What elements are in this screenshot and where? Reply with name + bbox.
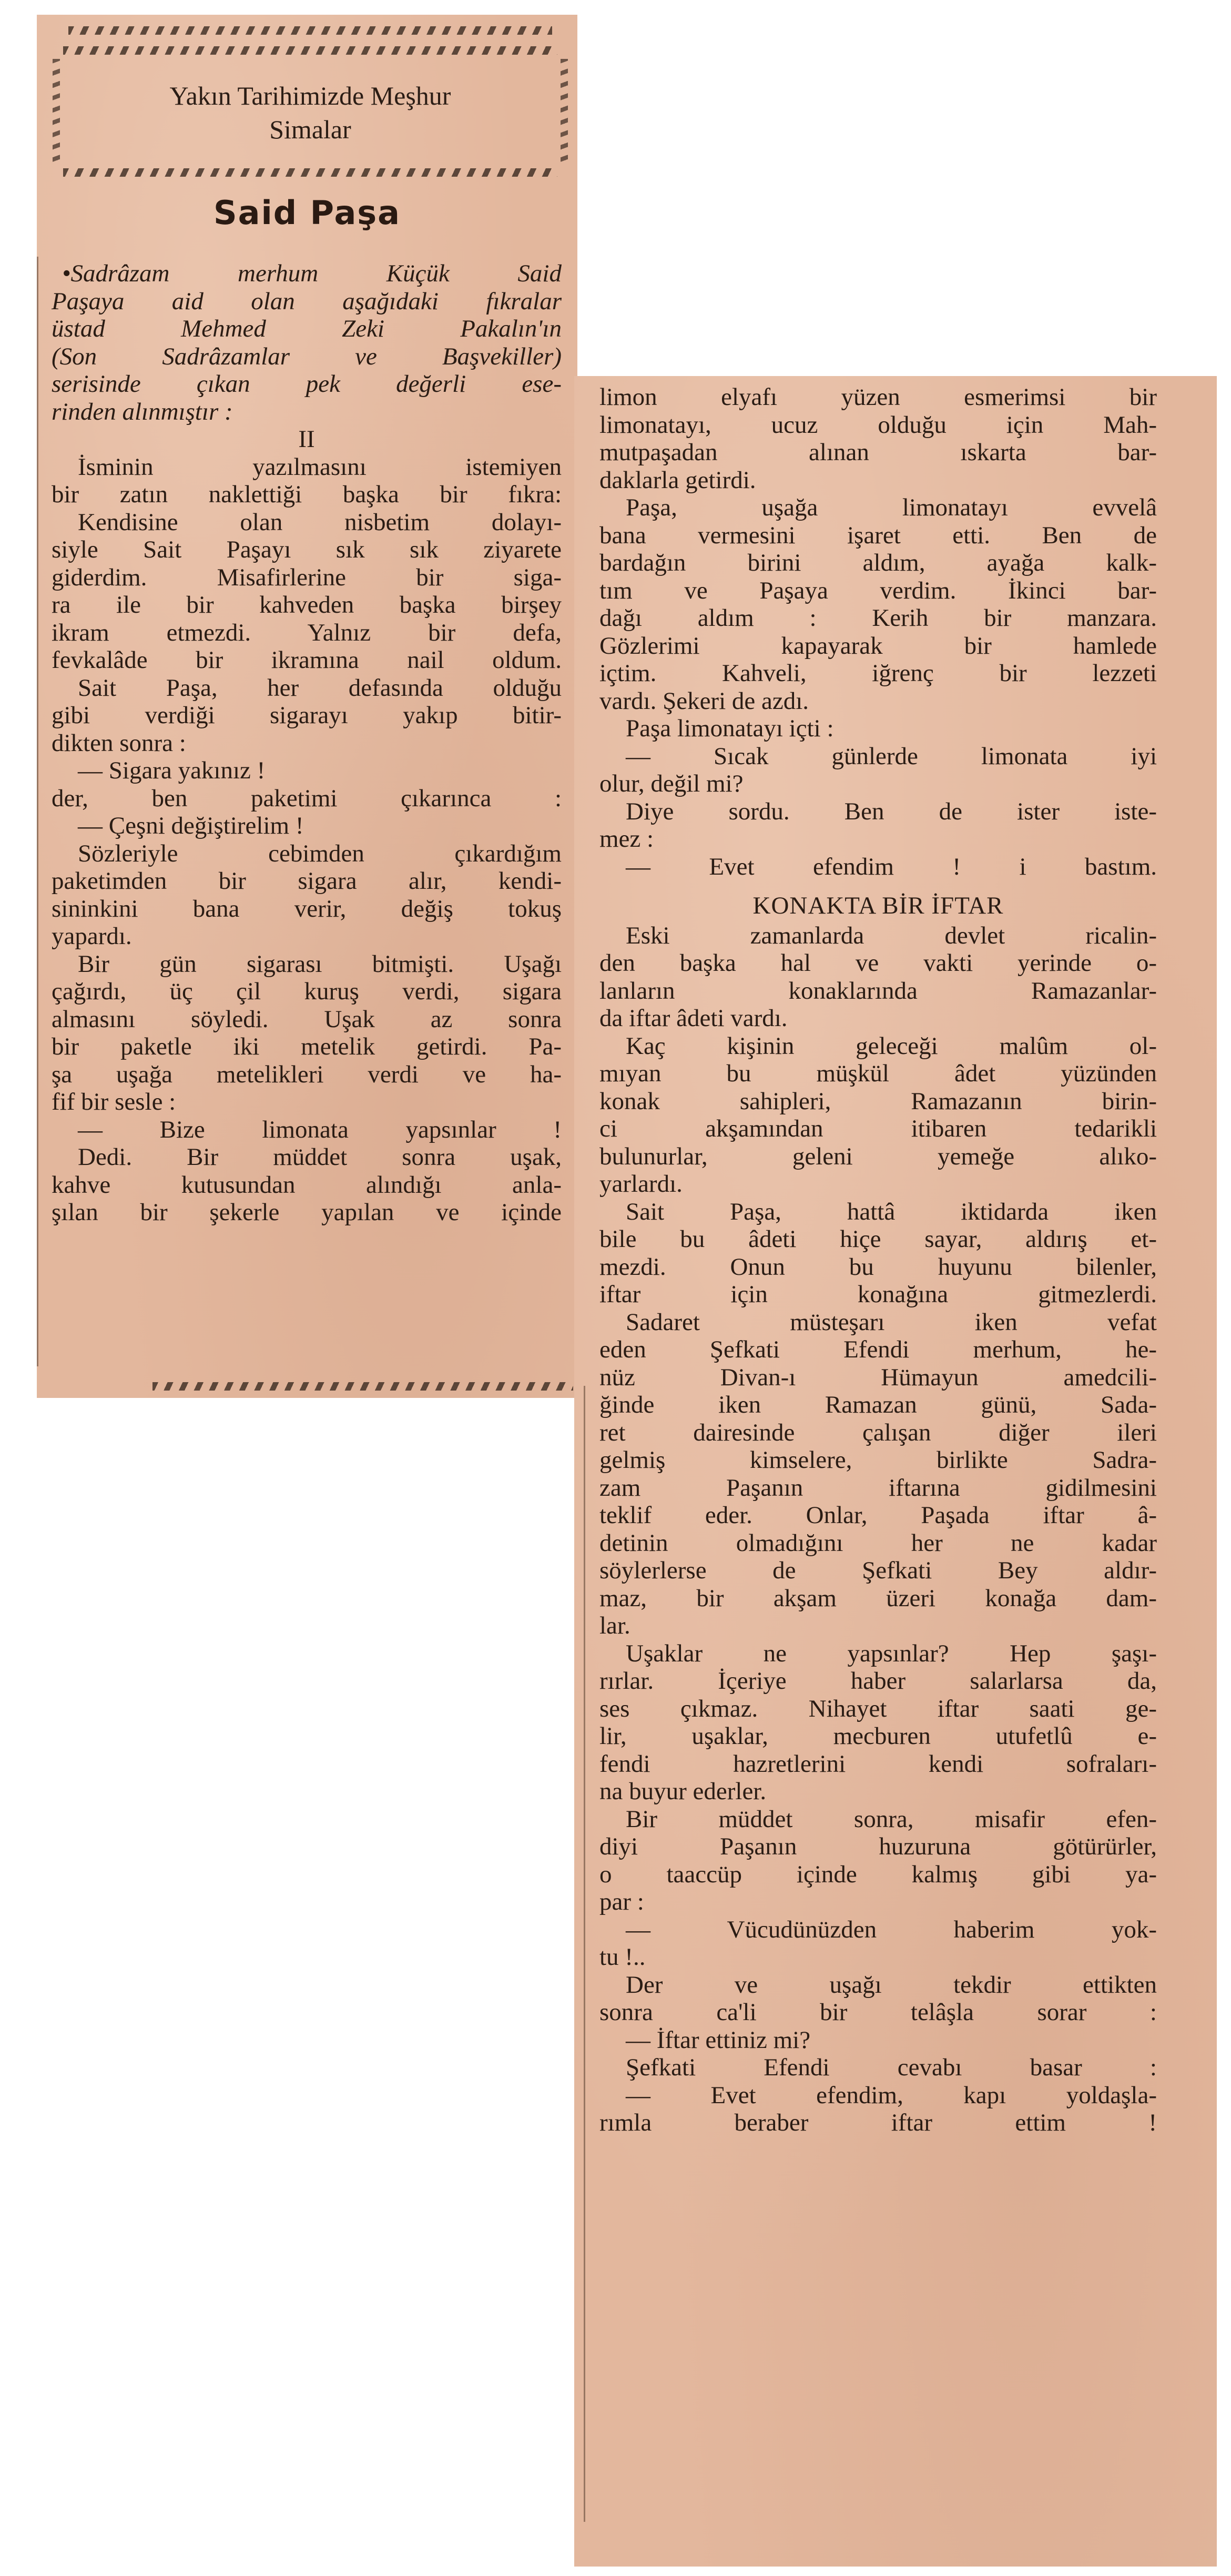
text-line: daklarla getirdi. (599, 466, 756, 494)
text-line: Uşaklar ne yapsınlar? Hep şaşı- (626, 1639, 1157, 1667)
text-line: Bir müddet sonra, misafir efen- (626, 1805, 1157, 1833)
text-line: bir paketle iki metelik getirdi. Pa- (52, 1033, 562, 1060)
text-line: ikram etmezdi. Yalnız bir defa, (52, 618, 562, 646)
text-line: zam Paşanın iftarına gidilmesini (599, 1474, 1157, 1502)
text-line: o taaccüp içinde kalmış gibi ya- (599, 1860, 1157, 1888)
text-line: — Evet efendim ! i bastım. (626, 853, 1157, 880)
text-line: — Bize limonata yapsınlar ! (78, 1115, 562, 1143)
text-line: da iftar âdeti vardı. (599, 1005, 788, 1032)
text-line: ğinde iken Ramazan günü, Sada- (599, 1391, 1157, 1418)
text-line: — Evet efendim, kapı yoldaşla- (626, 2081, 1157, 2109)
text-line: mezdi. Onun bu huyunu bilenler, (599, 1253, 1157, 1281)
text-line: — Vücudünüzden haberim yok- (626, 1915, 1157, 1943)
text-line: tu !.. (599, 1943, 646, 1971)
text-line: mutpaşadan alınan ıskarta bar- (599, 439, 1157, 466)
text-line: KONAKTA BİR İFTAR (752, 892, 1004, 919)
clipping-right (574, 376, 1217, 2567)
text-line: sininkini bana verir, değiş tokuş (52, 895, 562, 922)
text-line: tım ve Paşaya verdim. İkinci bar- (599, 576, 1157, 604)
section-number: II (298, 425, 315, 453)
text-line: Paşa limonatayı içti : (626, 715, 834, 742)
text-line: siyle Sait Paşayı sık sık ziyarete (52, 536, 562, 563)
intro-line: •Sadrâzam merhum Küçük Said (62, 260, 562, 287)
text-line: ret dairesinde çalışan diğer ileri (599, 1418, 1157, 1446)
text-line: giderdim. Misafirlerine bir siga- (52, 563, 562, 591)
text-line: kahve kutusundan alındığı anla- (52, 1171, 562, 1199)
text-line: lanların konaklarında Ramazanlar- (599, 977, 1157, 1005)
text-line: içtim. Kahveli, iğrenç bir lezzeti (599, 660, 1157, 687)
text-line: çağırdı, üç çil kuruş verdi, sigara (52, 978, 562, 1005)
text-line: gelmiş kimselere, birlikte Sadra- (599, 1446, 1157, 1474)
text-line: rırlar. İçeriye haber salarlarsa da, (599, 1667, 1157, 1695)
text-line: den başka hal ve vakti yerinde o- (599, 949, 1157, 977)
text-line: vardı. Şekeri de azdı. (599, 687, 809, 715)
left-column-rule (37, 257, 38, 1366)
text-line: gibi verdiği sigarayı yakıp bitir- (52, 702, 562, 729)
text-line: eden Şefkati Efendi merhum, he- (599, 1336, 1157, 1363)
text-line: ses çıkmaz. Nihayet iftar saati ge- (599, 1695, 1157, 1722)
text-line: mıyan bu müşkül âdet yüzünden (599, 1060, 1157, 1087)
text-line: limon elyafı yüzen esmerimsi bir (599, 383, 1157, 411)
text-line: teklif eder. Onlar, Paşada iftar â- (599, 1502, 1157, 1529)
top-border (68, 26, 552, 35)
text-line: limonatayı, ucuz olduğu için Mah- (599, 411, 1157, 439)
text-line: rımla beraber iftar ettim ! (599, 2109, 1157, 2136)
text-line: Gözlerimi kapayarak bir hamlede (599, 632, 1157, 660)
text-line: fevkalâde bir ikramına nail oldum. (52, 646, 562, 674)
left-body-text (52, 453, 562, 1226)
text-line: Şefkati Efendi cevabı basar : (626, 2054, 1157, 2081)
text-line: fendi hazretlerini kendi sofraları- (599, 1750, 1157, 1778)
right-text-column (599, 383, 1157, 2137)
text-line: der, ben paketimi çıkarınca : (52, 784, 562, 812)
text-line: bile bu âdeti hiçe sayar, aldırış et- (599, 1225, 1157, 1253)
header-border-bottom (63, 168, 557, 177)
text-line: Dedi. Bir müddet sonra uşak, (78, 1143, 562, 1171)
text-line: olur, değil mi? (599, 770, 744, 797)
text-line: bir zatın naklettiği başka bir fıkra: (52, 481, 562, 508)
header-border-left (53, 59, 60, 164)
series-header-line2: Simalar (269, 115, 351, 144)
text-line: yapardı. (52, 922, 132, 950)
text-line: şa uşağa metelikleri verdi ve ha- (52, 1060, 562, 1088)
text-line: Der ve uşağı tekdir ettikten (626, 1971, 1157, 1999)
article-title: Said Paşa (213, 194, 401, 232)
text-line: diyi Paşanın huzuruna götürürler, (599, 1833, 1157, 1860)
header-border-top (63, 46, 557, 55)
clipping-left (37, 15, 577, 1398)
intro-paragraph (52, 260, 562, 425)
text-line: söylerlerse de Şefkati Bey aldır- (599, 1557, 1157, 1584)
text-line: paketimden bir sigara alır, kendi- (52, 867, 562, 895)
text-line: lir, uşaklar, mecburen utufetlû e- (599, 1722, 1157, 1750)
text-line: yarlardı. (599, 1170, 683, 1198)
text-line: par : (599, 1888, 644, 1915)
text-line: mez : (599, 825, 654, 853)
text-line: lar. (599, 1612, 630, 1639)
text-line: fif bir sesle : (52, 1088, 176, 1115)
intro-line: üstad Mehmed Zeki Pakalın'ın (52, 315, 562, 342)
text-line: — Sıcak günlerde limonata iyi (626, 742, 1157, 770)
text-line: Eski zamanlarda devlet ricalin- (626, 921, 1157, 949)
text-line: na buyur ederler. (599, 1778, 767, 1805)
text-line: Sait Paşa, hattâ iktidarda iken (626, 1198, 1157, 1225)
text-line: bana vermesini işaret etti. Ben de (599, 521, 1157, 549)
series-header (84, 79, 536, 146)
text-line: bulunurlar, geleni yemeğe alıko- (599, 1142, 1157, 1170)
text-line: Paşa, uşağa limonatayı evvelâ (626, 494, 1157, 521)
text-line: Sadaret müsteşarı iken vefat (626, 1308, 1157, 1336)
text-line: şılan bir şekerle yapılan ve içinde (52, 1199, 562, 1226)
series-header-line1: Yakın Tarihimizde Meşhur (169, 81, 451, 110)
text-line: bardağın birini aldım, ayağa kalk- (599, 549, 1157, 576)
text-line: İsminin yazılmasını istemiyen (78, 453, 562, 481)
text-line: Sait Paşa, her defasında olduğu (78, 674, 562, 702)
text-line: ci akşamından itibaren tedarikli (599, 1115, 1157, 1142)
bottom-border (152, 1382, 573, 1391)
series-header-box (53, 46, 568, 178)
intro-line: rinden alınmıştır : (52, 398, 233, 425)
text-line: dikten sonra : (52, 729, 186, 757)
text-line: Kaç kişinin geleceği malûm ol- (626, 1032, 1157, 1060)
text-line: sonra ca'li bir telâşla sorar : (599, 1999, 1157, 2026)
intro-line: Paşaya aid olan aşağıdaki fıkralar (52, 287, 562, 315)
left-text-column (52, 260, 562, 1226)
text-line: konak sahipleri, Ramazanın birin- (599, 1087, 1157, 1115)
text-line: Sözleriyle cebimden çıkardığım (78, 839, 562, 867)
text-line: maz, bir akşam üzeri konağa dam- (599, 1584, 1157, 1612)
text-line: Kendisine olan nisbetim dolayı- (78, 508, 562, 536)
text-line: — İftar ettiniz mi? (626, 2026, 811, 2054)
text-line: ra ile bir kahveden başka birşey (52, 591, 562, 618)
intro-line: (Son Sadrâzamlar ve Başvekiller) (52, 342, 562, 370)
text-line: Diye sordu. Ben de ister iste- (626, 797, 1157, 825)
text-line: nüz Divan-ı Hümayun amedcili- (599, 1363, 1157, 1391)
text-line: almasını söyledi. Uşak az sonra (52, 1005, 562, 1033)
header-border-right (561, 59, 568, 164)
text-line: — Sigara yakınız ! (78, 757, 266, 784)
right-column-rule (584, 1386, 585, 2522)
text-line: Bir gün sigarası bitmişti. Uşağı (78, 950, 562, 978)
text-line: iftar için konağına gitmezlerdi. (599, 1281, 1157, 1308)
text-line: — Çeşni değiştirelim ! (78, 812, 304, 839)
intro-line: serisinde çıkan pek değerli ese- (52, 370, 562, 398)
text-line: dağı aldım : Kerih bir manzara. (599, 604, 1157, 632)
text-line: detinin olmadığını her ne kadar (599, 1529, 1157, 1557)
